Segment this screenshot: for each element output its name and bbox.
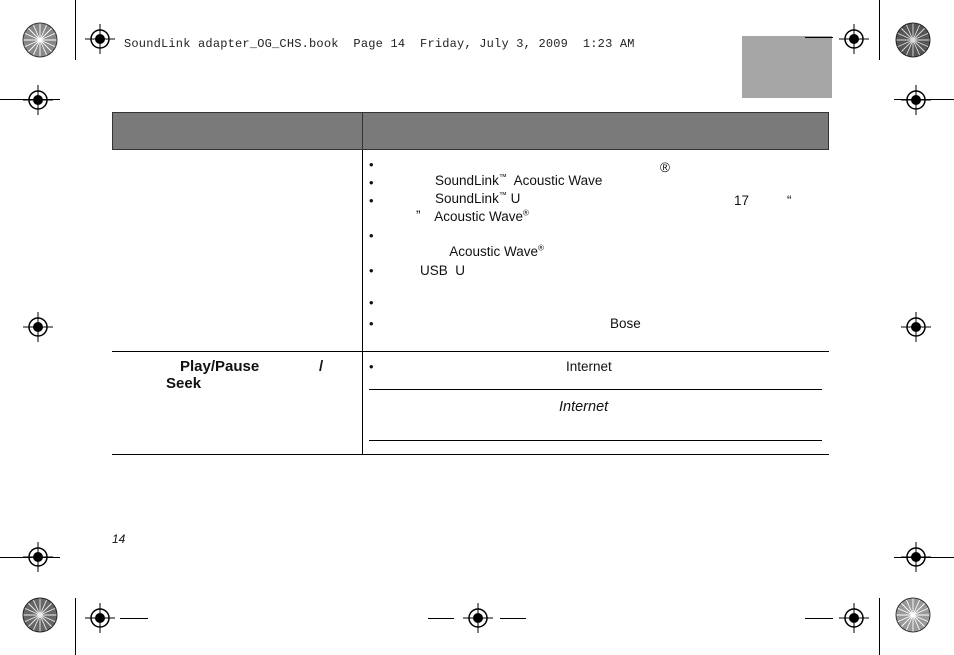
table-column-divider <box>362 150 363 455</box>
bullet: • <box>369 175 374 190</box>
close-quote: ” <box>416 208 421 223</box>
table-row-separator <box>112 351 829 352</box>
crop-mark <box>879 0 880 60</box>
list-item: Bose <box>610 316 641 331</box>
bullet: • <box>369 228 374 243</box>
crop-mark <box>120 618 148 619</box>
bullet: • <box>369 157 374 172</box>
crop-mark <box>805 618 833 619</box>
registration-mark-icon <box>901 85 931 115</box>
crop-mark <box>75 0 76 60</box>
play-pause-label: Play/Pause <box>180 358 260 375</box>
list-item: USB U <box>420 263 466 278</box>
table-row-separator <box>112 454 829 455</box>
star-target-icon <box>22 597 58 633</box>
list-item: SoundLink™ Acoustic Wave <box>435 172 603 188</box>
running-header: SoundLink adapter_OG_CHS.book Page 14 Friday, July 3, 2009 1:23 AM <box>124 37 635 51</box>
registration-mark-icon <box>85 24 115 54</box>
registered-mark: ® <box>660 160 670 175</box>
bullet: • <box>369 359 374 374</box>
bullet: • <box>369 263 374 278</box>
crop-mark <box>500 618 526 619</box>
note-text: Internet <box>559 399 609 415</box>
problem-slash: / <box>319 358 324 375</box>
star-target-icon <box>22 22 58 58</box>
registration-mark-icon <box>85 603 115 633</box>
registration-mark-icon <box>23 542 53 572</box>
list-item: Internet <box>566 359 612 374</box>
registration-mark-icon <box>463 603 493 633</box>
open-quote: “ <box>787 193 792 208</box>
table-header <box>112 112 829 150</box>
page-number: 14 <box>112 532 126 546</box>
crop-mark <box>75 598 76 655</box>
note-top-rule <box>369 389 822 390</box>
crop-mark <box>428 618 454 619</box>
crop-mark <box>879 598 880 655</box>
registration-mark-icon <box>901 312 931 342</box>
star-target-icon <box>895 597 931 633</box>
list-item: Acoustic Wave® <box>434 208 529 224</box>
bullet: • <box>369 316 374 331</box>
crop-mark <box>805 37 833 38</box>
registration-mark-icon <box>901 542 931 572</box>
list-item: SoundLink™ U <box>435 190 521 206</box>
list-item-number: 17 <box>734 193 750 208</box>
registration-mark-icon <box>23 85 53 115</box>
star-target-icon <box>895 22 931 58</box>
registration-mark-icon <box>23 312 53 342</box>
registration-mark-icon <box>839 24 869 54</box>
list-item: Acoustic Wave® <box>449 243 544 259</box>
bullet: • <box>369 193 374 208</box>
bullet: • <box>369 295 374 310</box>
note-bottom-rule <box>369 440 822 441</box>
table-header-divider <box>362 113 363 151</box>
seek-label: Seek <box>166 375 202 392</box>
chapter-tab <box>742 36 832 98</box>
registration-mark-icon <box>839 603 869 633</box>
